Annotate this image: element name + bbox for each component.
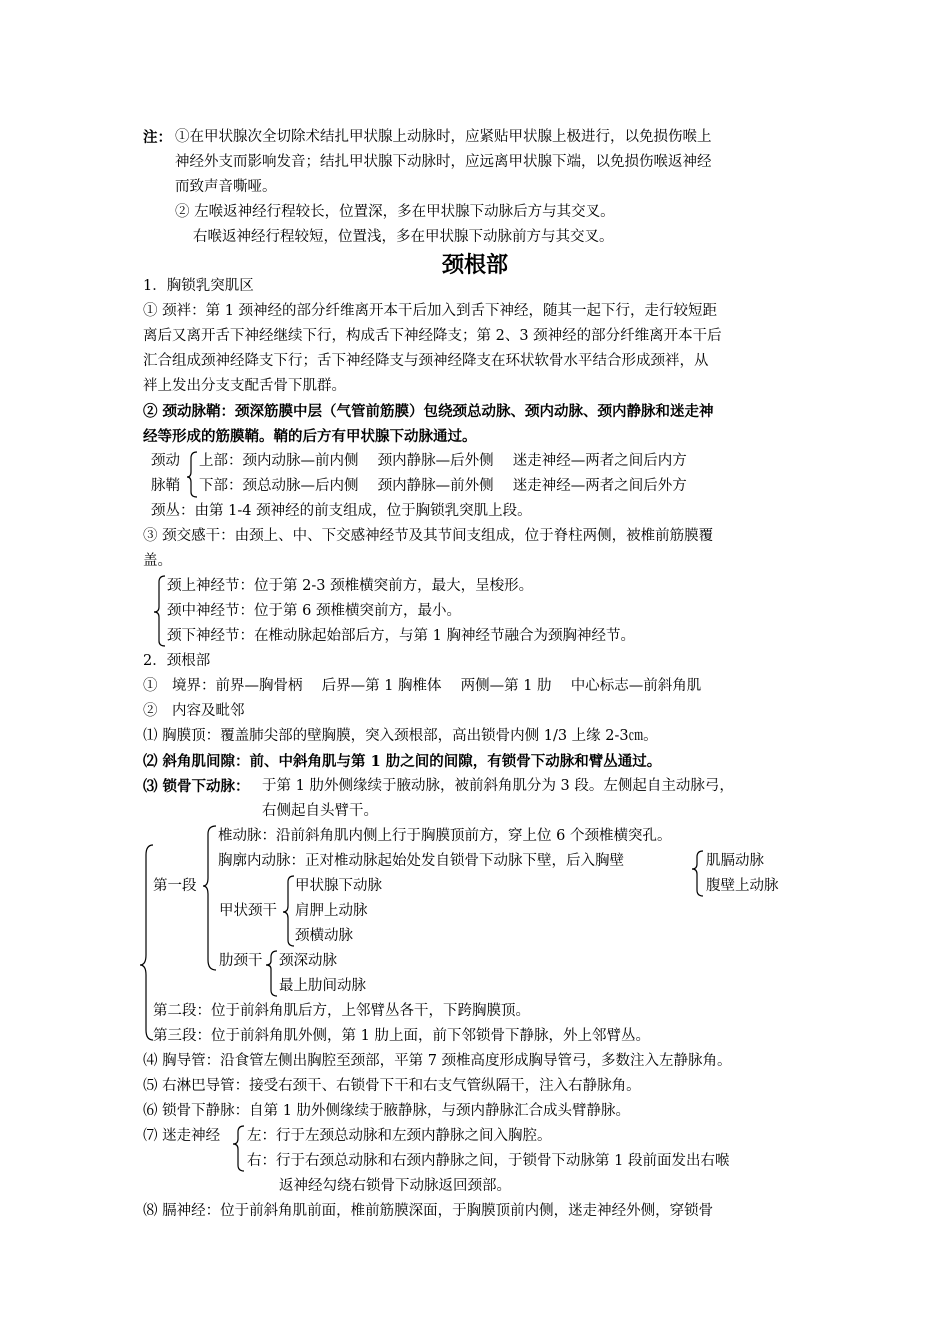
- ganglion-item: 颈中神经节：位于第 6 颈椎横突前方，最小。: [167, 603, 461, 619]
- vagus-right: 返神经勾绕右锁骨下动脉返回颈部。: [279, 1178, 511, 1194]
- brace: [154, 576, 165, 646]
- brace: [266, 951, 277, 996]
- paragraph-line: 盖。: [143, 553, 172, 569]
- segment-line: 第二段：位于前斜角肌后方，上邻臂丛各干，下跨胸膜顶。: [153, 1003, 530, 1019]
- paragraph-line: ⑺ 迷走神经: [143, 1128, 221, 1144]
- paragraph-line: ⑻ 膈神经：位于前斜角肌前面，椎前筋膜深面，于胸膜顶前内侧，迷走神经外侧，穿锁骨: [143, 1203, 714, 1219]
- note-label: 注：: [143, 129, 172, 146]
- paragraph-line: ② 颈动脉鞘：颈深筋膜中层（气管前筋膜）包绕颈总动脉、颈内动脉、颈内静脉和迷走神: [143, 403, 714, 420]
- note-line: ② 左喉返神经行程较长，位置深，多在甲状腺下动脉后方与其交叉。: [175, 204, 615, 220]
- branch-internal-thoracic: 胸廓内动脉：正对椎动脉起始处发自锁骨下动脉下壁，后入胸壁: [218, 853, 624, 869]
- branch-item: 腹壁上动脉: [706, 878, 779, 894]
- branch-item: 肩胛上动脉: [295, 903, 368, 919]
- brace: [283, 876, 294, 946]
- plexus-line: 颈丛：由第 1-4 颈神经的前支组成，位于胸锁乳突肌上段。: [151, 503, 532, 519]
- paragraph-line: 袢上发出分支支配舌骨下肌群。: [143, 378, 346, 394]
- paragraph-line: 右侧起自头臂干。: [262, 803, 378, 819]
- vagus-right: 右：行于右颈总动脉和右颈内静脉之间，于锁骨下动脉第 1 段前面发出右喉: [247, 1153, 730, 1169]
- vagus-left: 左：行于左颈总动脉和左颈内静脉之间入胸腔。: [247, 1128, 552, 1144]
- paragraph-line: ③ 颈交感干：由颈上、中、下交感神经节及其节间支组成，位于脊柱两侧，被椎前筋膜覆: [143, 528, 714, 544]
- paragraph-line: ⑸ 右淋巴导管：接受右颈干、右锁骨下干和右支气管纵隔干，注入右静脉角。: [143, 1078, 641, 1094]
- paragraph-line: 汇合组成颈神经降支下行；舌下神经降支与颈神经降支在环状软骨水平结合形成颈袢，从: [143, 353, 709, 369]
- segment-line: 第三段：位于前斜角肌外侧，第 1 肋上面，前下邻锁骨下静脉，外上邻臂丛。: [153, 1028, 650, 1044]
- section-heading: 2．颈根部: [143, 653, 211, 669]
- brace: [140, 845, 153, 1040]
- brace: [187, 452, 197, 497]
- branch-costocervical: 肋颈干: [219, 953, 263, 969]
- note-line: ①在甲状腺次全切除术结扎甲状腺上动脉时，应紧贴甲状腺上极进行，以免损伤喉上: [175, 129, 712, 145]
- segment-label: 第一段: [153, 878, 197, 894]
- sheath-lower: 下部：颈总动脉—后内侧 颈内静脉—前外侧 迷走神经—两者之间后外方: [199, 478, 687, 494]
- sheath-upper: 上部：颈内动脉—前内侧 颈内静脉—后外侧 迷走神经—两者之间后内方: [199, 453, 687, 469]
- paragraph-line: ⑷ 胸导管：沿食管左侧出胸腔至颈部，平第 7 颈椎高度形成胸导管弓，多数注入左静脉角。: [143, 1053, 732, 1069]
- ganglion-item: 颈上神经节：位于第 2-3 颈椎横突前方，最大，呈梭形。: [167, 578, 534, 594]
- paragraph-line: 离后又离开舌下神经继续下行，构成舌下神经降支；第 2、3 颈神经的部分纤维离开本干后: [143, 328, 722, 344]
- branch-vertebral: 椎动脉：沿前斜角肌内侧上行于胸膜顶前方，穿上位 6 个颈椎横突孔。: [218, 828, 672, 844]
- paragraph-line: ① 境界：前界—胸骨柄 后界—第 1 胸椎体 两侧—第 1 肋 中心标志—前斜角肌: [143, 678, 702, 694]
- sheath-label: 脉鞘: [151, 478, 180, 494]
- note-line: 而致声音嘶哑。: [175, 179, 277, 195]
- paragraph-line: 经等形成的筋膜鞘。鞘的后方有甲状腺下动脉通过。: [143, 428, 477, 445]
- page-title: 颈根部: [441, 253, 508, 278]
- sheath-label: 颈动: [151, 453, 180, 469]
- branch-item: 肌膈动脉: [706, 853, 764, 869]
- branch-thyrocervical: 甲状颈干: [219, 903, 277, 919]
- branch-item: 最上肋间动脉: [279, 978, 366, 994]
- paragraph-line: ⑵ 斜角肌间隙：前、中斜角肌与第 1 肋之间的间隙，有锁骨下动脉和臂丛通过。: [143, 753, 662, 770]
- paragraph-line: ⑴ 胸膜顶：覆盖肺尖部的壁胸膜，突入颈根部，高出锁骨内侧 1/3 上缘 2-3㎝。: [143, 728, 658, 744]
- section-heading: 1．胸锁乳突肌区: [143, 278, 254, 294]
- branch-item: 甲状腺下动脉: [295, 878, 382, 894]
- paragraph-line: ⑶ 锁骨下动脉：: [143, 778, 250, 795]
- branch-item: 颈横动脉: [295, 928, 353, 944]
- ganglion-item: 颈下神经节：在椎动脉起始部后方，与第 1 胸神经节融合为颈胸神经节。: [167, 628, 635, 644]
- paragraph-line: ⑹ 锁骨下静脉：自第 1 肋外侧缘续于腋静脉，与颈内静脉汇合成头臂静脉。: [143, 1103, 631, 1119]
- note-line: 右喉返神经行程较短，位置浅，多在甲状腺下动脉前方与其交叉。: [193, 229, 614, 245]
- brace: [692, 851, 703, 896]
- brace: [233, 1126, 244, 1171]
- note-line: 神经外支而影响发音；结扎甲状腺下动脉时，应远离甲状腺下端，以免损伤喉返神经: [175, 154, 712, 170]
- paragraph-line: 于第 1 肋外侧缘续于腋动脉，被前斜角肌分为 3 段。左侧起自主动脉弓，: [262, 778, 734, 794]
- branch-item: 颈深动脉: [279, 953, 337, 969]
- paragraph-line: ① 颈袢：第 1 颈神经的部分纤维离开本干后加入到舌下神经，随其一起下行，走行较短距: [143, 303, 718, 319]
- brace: [203, 826, 216, 970]
- paragraph-line: ② 内容及毗邻: [143, 703, 245, 719]
